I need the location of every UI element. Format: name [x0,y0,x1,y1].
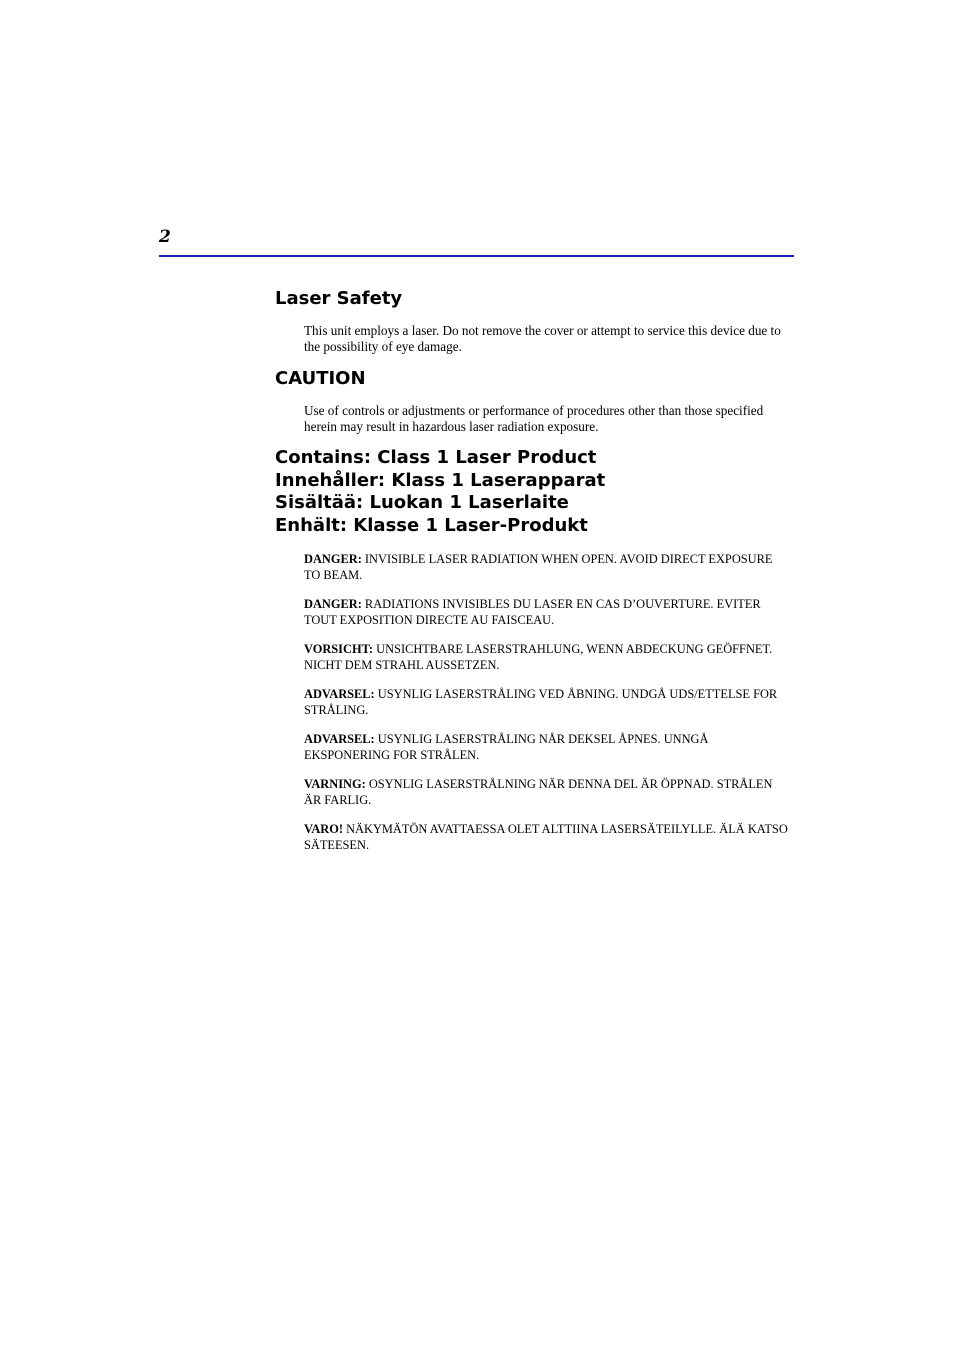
caution-text: Use of controls or adjustments or performance of procedures other than those specified herein may result in hazardous laser radiation exposure. [304,403,764,434]
warning-item-finnish [304,821,790,853]
classification-heading [275,447,605,537]
warning-item-german [304,641,790,673]
warning-label: VARO! [304,822,344,836]
warning-item-swedish [304,776,790,808]
warning-label: ADVARSEL: [304,732,375,746]
warning-text: UNSICHTBARE LASERSTRAHLUNG, WENN ABDECKUNG GEÖFFNET. NICHT DEM STRAHL AUSSETZEN. [304,642,773,672]
warning-label: ADVARSEL: [304,687,375,701]
warning-text: USYNLIG LASERSTRÅLING NÅR DEKSEL ÅPNES. UNNGÅ EKSPONERING FOR STRÅLEN. [304,732,709,762]
page-number: 2 [159,227,171,247]
warning-label: DANGER: [304,552,362,566]
warning-list [304,551,790,866]
laser-safety-text: This unit employs a laser. Do not remove the cover or attempt to service this device due to the possibility of eye damage. [304,323,781,354]
classification-line-english: Contains: Class 1 Laser Product [275,447,597,468]
warning-item-danish [304,686,790,718]
warning-text: USYNLIG LASERSTRÅLING VED ÅBNING. UNDGÅ UDS/ETTELSE FOR STRÅLING. [304,687,778,717]
header-rule [159,255,794,257]
warning-label: VARNING: [304,777,366,791]
warning-item-french [304,596,790,628]
warning-text: OSYNLIG LASERSTRÅLNING NÄR DENNA DEL ÄR ÖPPNAD. STRÅLEN ÄR FARLIG. [304,777,773,807]
classification-line-swedish: Innehåller: Klass 1 Laserapparat [275,469,606,491]
warning-label: DANGER: [304,597,362,611]
classification-line-german: Enhält: Klasse 1 Laser-Produkt [275,514,588,536]
warning-item-english [304,551,790,583]
laser-safety-heading: Laser Safety [275,288,403,309]
classification-line-finnish: Sisältää: Luokan 1 Laserlaite [275,492,569,514]
warning-item-norwegian [304,731,790,763]
warning-text: RADIATIONS INVISIBLES DU LASER EN CAS D’OUVERTURE. EVITER TOUT EXPOSITION DIRECTE AU FAISCEAU. [304,597,761,627]
caution-heading: CAUTION [275,368,366,389]
warning-text: INVISIBLE LASER RADIATION WHEN OPEN. AVOID DIRECT EXPOSURE TO BEAM. [304,552,773,582]
warning-text: NÄKYMÄTÖN AVATTAESSA OLET ALTTIINA LASERSÄTEILYLLE. ÄLÄ KATSO SÄTEESEN. [304,822,788,852]
warning-label: VORSICHT: [304,642,374,656]
